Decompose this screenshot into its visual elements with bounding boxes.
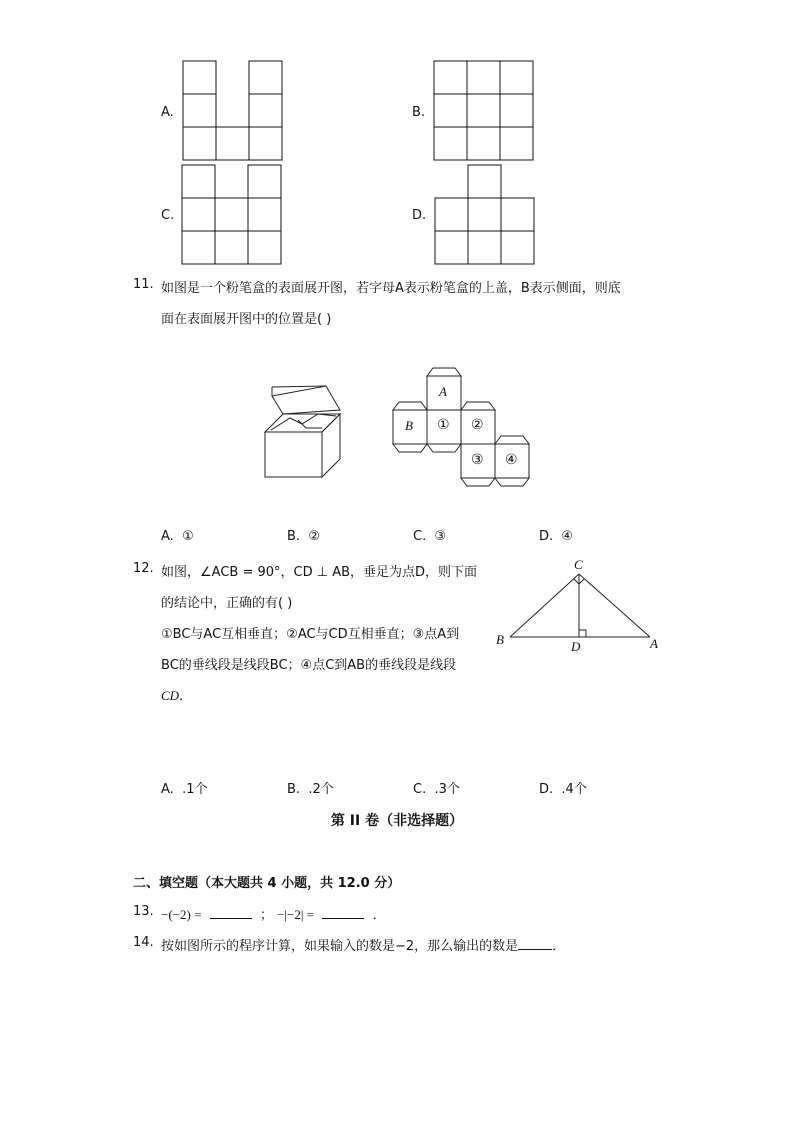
q12-line4: BC的垂线段是线段BC；④点C到AB的垂线段是线段: [161, 658, 457, 673]
q11-option-d: D. ④: [539, 529, 574, 544]
q11-option-c: C. ③: [413, 529, 447, 544]
q11-net-label-b: B: [405, 418, 413, 433]
q10-option-b-label: B.: [412, 105, 426, 120]
q11-net-label-a: A: [439, 384, 447, 399]
q11-net-label-4: ④: [505, 452, 518, 468]
q12-line2: 的结论中，正确的有( ): [161, 596, 293, 611]
q12-label-b: B: [496, 632, 504, 647]
q11-option-b: B. ②: [287, 529, 320, 544]
q12-label-d: D: [571, 639, 581, 654]
q13-answer-blank-2[interactable]: [322, 906, 364, 919]
q10-option-a-label: A.: [161, 105, 174, 120]
q14-number: 14.: [133, 935, 154, 950]
q14-answer-blank[interactable]: [518, 937, 552, 950]
q12-line3: ①BC与AC互相垂直；②AC与CD互相垂直；③点A到: [161, 627, 460, 642]
q11-net-label-2: ②: [471, 417, 484, 433]
q13-end: ．: [372, 908, 386, 923]
q12-line5: CD．: [161, 688, 193, 703]
q12-label-c: C: [574, 557, 583, 572]
q13-expr2: −|−2| =: [277, 907, 315, 922]
q13-expr1: −(−2) =: [161, 907, 202, 922]
section-2-title: 第 II 卷（非选择题）: [330, 813, 464, 829]
q13-separator: ；: [259, 908, 273, 923]
q11-net-label-3: ③: [471, 452, 484, 468]
q11-net-label-1: ①: [437, 417, 450, 433]
part-2-header: 二、填空题（本大题共 4 小题，共 12.0 分）: [133, 876, 401, 891]
q10-option-c-label: C.: [161, 208, 175, 223]
q12-number: 12.: [133, 561, 154, 576]
q12-option-c: C. .3个: [413, 782, 460, 797]
q14-end: ．: [552, 939, 566, 954]
q11-number: 11.: [133, 277, 154, 292]
q12-line1: 如图，∠ACB = 90°，CD ⊥ AB，垂足为点D，则下面: [161, 565, 478, 580]
q14-body: [161, 935, 565, 954]
q13-number: 13.: [133, 904, 154, 919]
q10-option-d-label: D.: [412, 208, 427, 223]
q13-body: [161, 904, 386, 923]
q12-option-b: B. .2个: [287, 782, 334, 797]
q12-label-a: A: [650, 636, 658, 651]
q11-option-a: A. ①: [161, 529, 194, 544]
q13-answer-blank-1[interactable]: [210, 906, 252, 919]
q12-option-a: A. .1个: [161, 782, 208, 797]
q11-stem-line1: 如图是一个粉笔盒的表面展开图，若字母A表示粉笔盒的上盖，B表示侧面，则底: [161, 281, 621, 296]
q11-stem-line2: 面在表面展开图中的位置是( ): [161, 312, 332, 327]
q14-text: 按如图所示的程序计算，如果输入的数是−2，那么输出的数是: [161, 939, 519, 954]
q12-option-d: D. .4个: [539, 782, 587, 797]
